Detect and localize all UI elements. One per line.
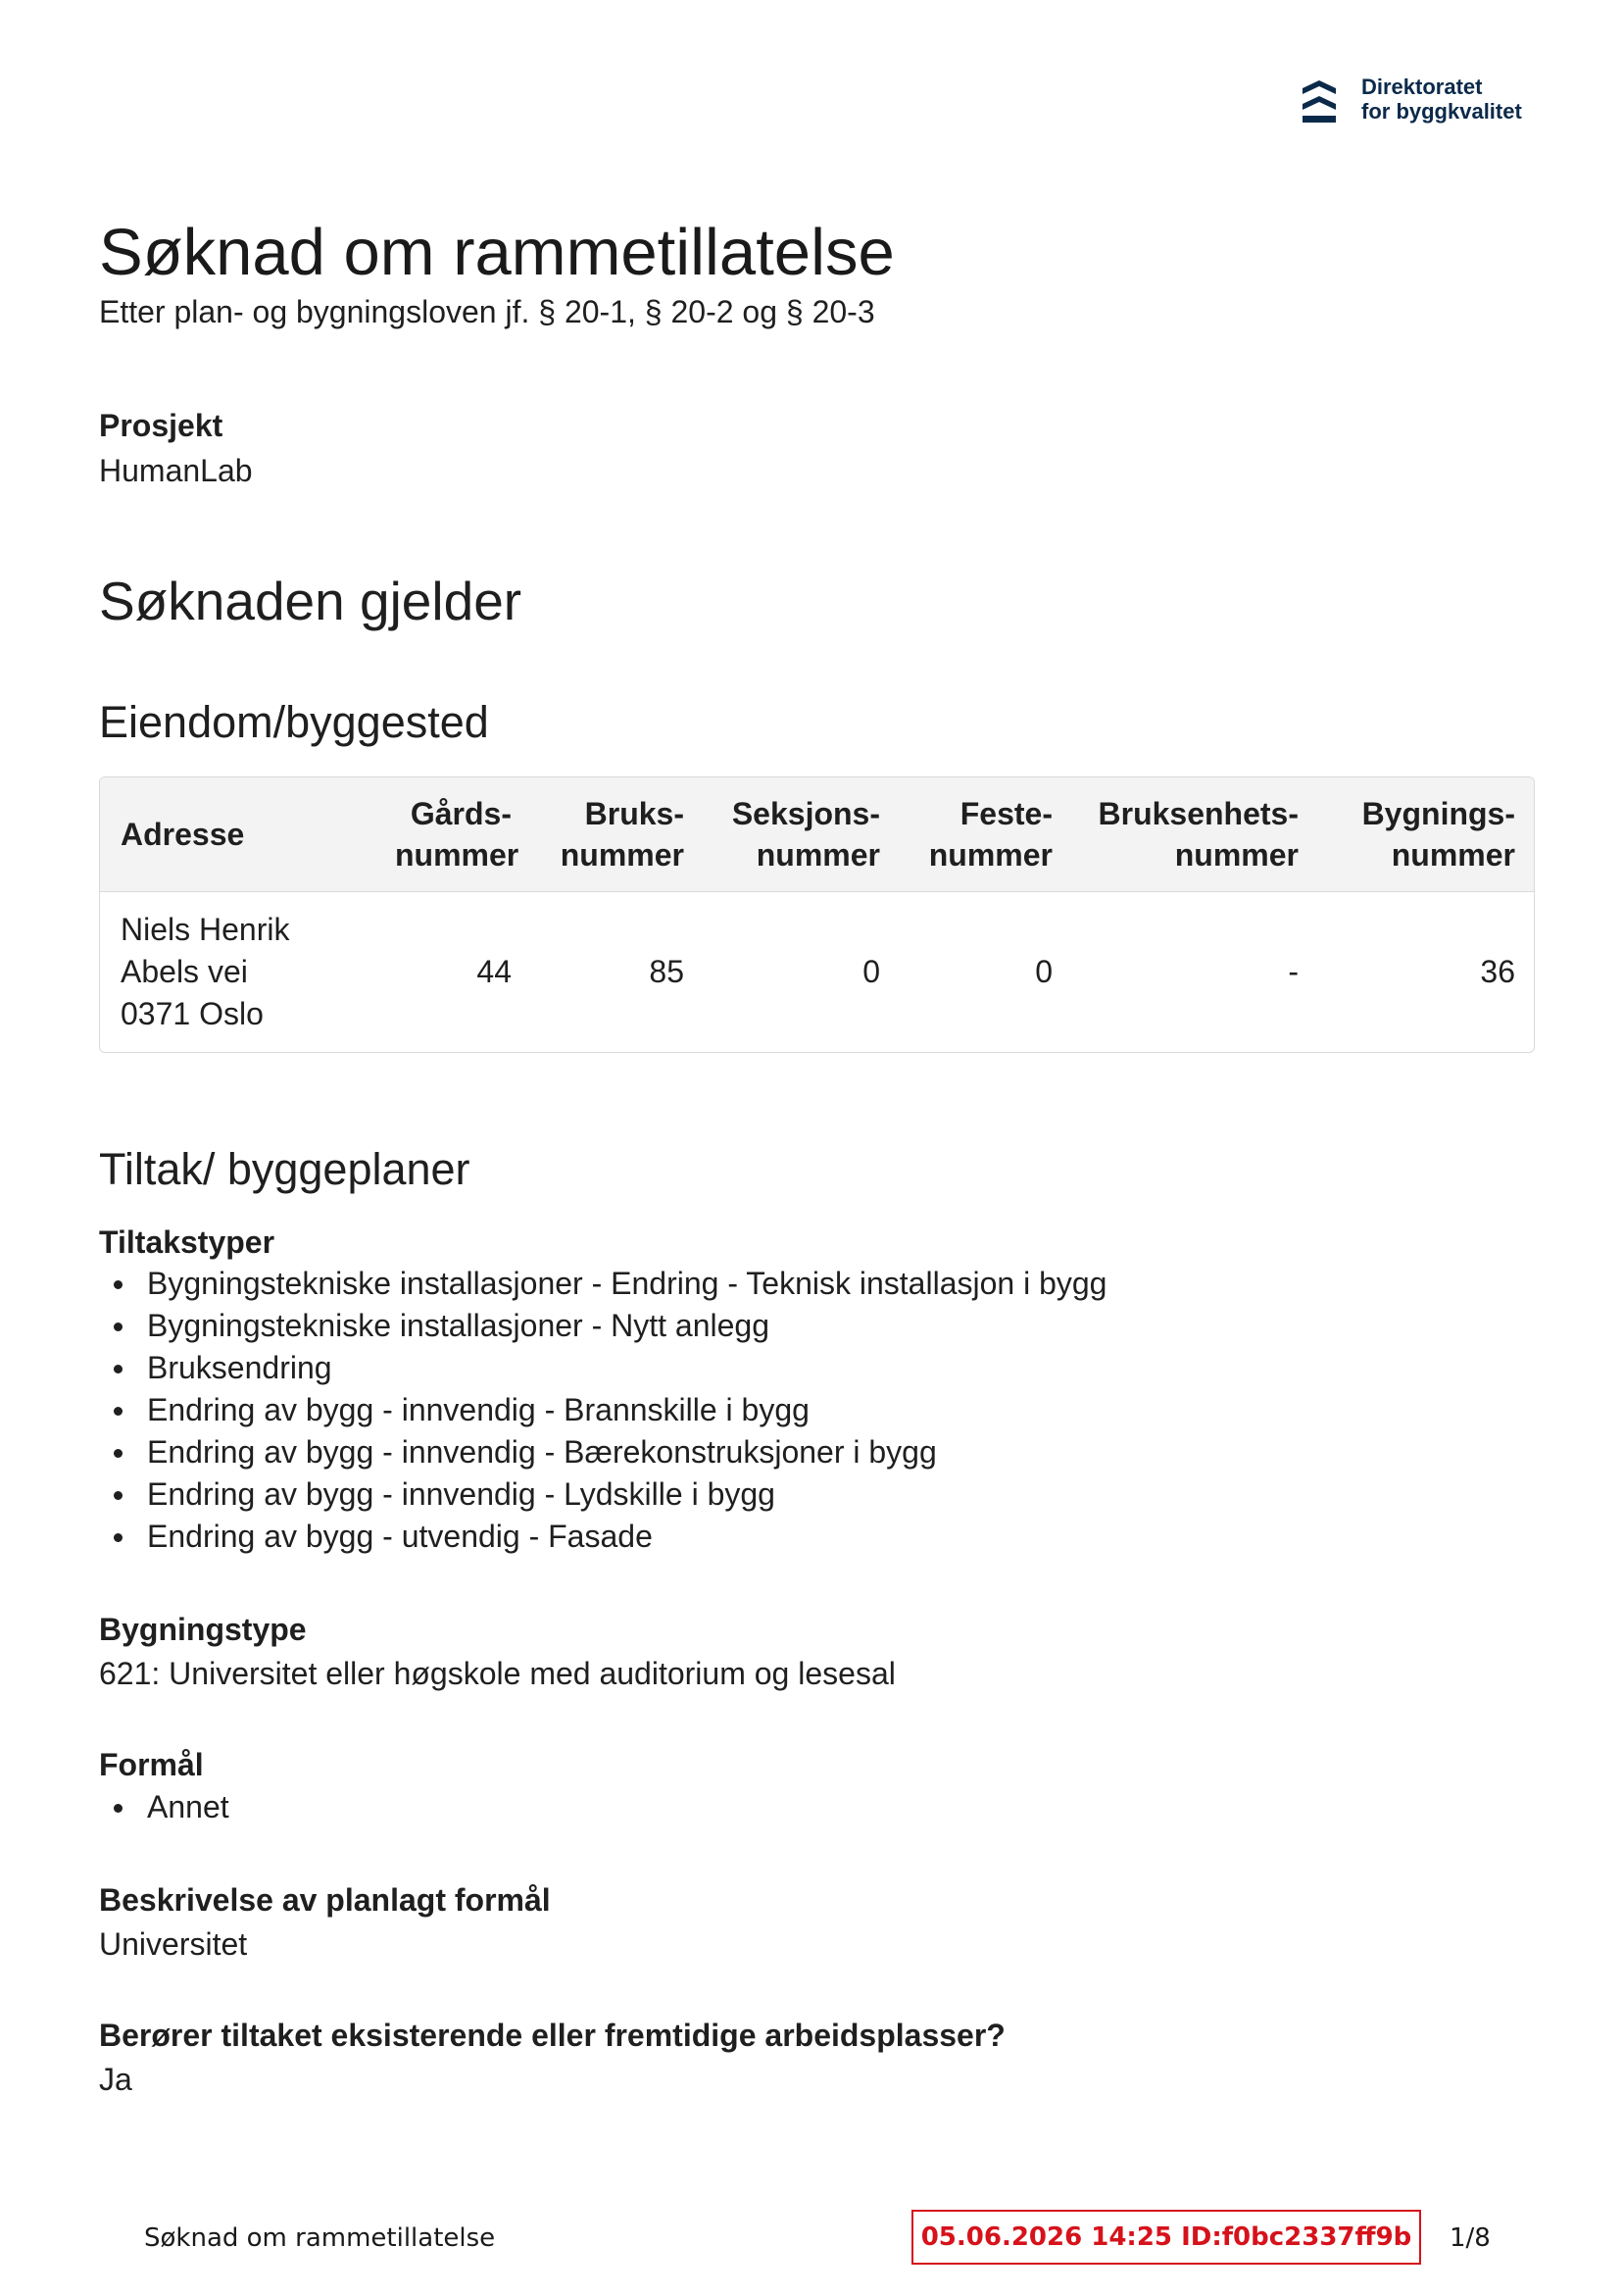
cell-snr: 0 [862, 954, 880, 989]
header-snr-line2: nummer [756, 836, 880, 873]
logo-line-2: for byggkvalitet [1361, 99, 1522, 124]
header-snr [705, 777, 901, 891]
header-bnr [532, 777, 705, 891]
workplaces-block [99, 2014, 1006, 2101]
cell-bnr: 85 [649, 954, 684, 989]
purpose-desc-label: Beskrivelse av planlagt formål [99, 1882, 551, 1918]
cell-bruksenhet: - [1288, 954, 1299, 989]
address-line2: Abels vei [121, 954, 248, 989]
header-bnr-line2: nummer [560, 836, 684, 873]
cell-gnr: 44 [476, 954, 512, 989]
list-item: Bruksendring [99, 1347, 1107, 1389]
header-bruksenhet-line2: nummer [1174, 836, 1299, 873]
header-bruksenhet [1073, 777, 1319, 891]
bygningstype-value: 621: Universitet eller høgskole med auditorium og lesesal [99, 1656, 896, 1691]
purpose-desc-value: Universitet [99, 1926, 248, 1962]
header-bnr-line1: Bruks- [584, 795, 684, 831]
property-table [99, 776, 1535, 1053]
address-line1: Niels Henrik [121, 912, 290, 947]
list-item: Endring av bygg - innvendig - Lydskille i bygg [99, 1473, 1107, 1516]
dibk-logo-icon [1301, 78, 1338, 124]
tiltak-heading: Tiltak/ byggeplaner [99, 1144, 470, 1194]
header-bygning [1319, 777, 1535, 891]
header-address: Adresse [121, 816, 245, 852]
header-fnr-line2: nummer [928, 836, 1053, 873]
footer-title: Søknad om rammetillatelse [144, 2223, 496, 2253]
header-snr-line1: Seksjons- [731, 795, 880, 831]
document-subtitle: Etter plan- og bygningsloven jf. § 20-1, § 20-2 og § 20-3 [99, 294, 875, 329]
list-item: Bygningstekniske installasjoner - Endring - Teknisk installasjon i bygg [99, 1263, 1107, 1305]
header-bruksenhet-line1: Bruksenhets- [1098, 795, 1299, 831]
document-title: Søknad om rammetillatelse [99, 216, 895, 289]
header-bygning-line1: Bygnings- [1361, 795, 1515, 831]
list-item: Endring av bygg - utvendig - Fasade [99, 1516, 1107, 1558]
list-item: Endring av bygg - innvendig - Brannskille i bygg [99, 1389, 1107, 1431]
list-item: Bygningstekniske installasjoner - Nytt anlegg [99, 1305, 1107, 1347]
bygningstype-label: Bygningstype [99, 1612, 307, 1647]
cell-bygning: 36 [1480, 954, 1515, 989]
tiltakstyper-label: Tiltakstyper [99, 1224, 275, 1260]
header-fnr-line1: Feste- [959, 795, 1053, 831]
page-number: 1/8 [1450, 2223, 1491, 2253]
formal-block [99, 1743, 229, 1828]
header-gnr [374, 777, 532, 891]
cell-address [100, 891, 374, 1053]
project-block [99, 404, 253, 492]
section-heading: Søknaden gjelder [99, 571, 522, 631]
header-gnr-line2: nummer [395, 836, 519, 873]
address-line3: 0371 Oslo [121, 996, 264, 1031]
workplaces-value: Ja [99, 2062, 132, 2097]
cell-fnr: 0 [1035, 954, 1053, 989]
formal-list [99, 1786, 229, 1828]
formal-label: Formål [99, 1747, 204, 1782]
header-bygning-line2: nummer [1391, 836, 1515, 873]
header-gnr-line1: Gårds- [410, 795, 512, 831]
workplaces-label: Berører tiltaket eksisterende eller fremtidige arbeidsplasser? [99, 2018, 1006, 2053]
list-item: Annet [99, 1786, 229, 1828]
list-item: Endring av bygg - innvendig - Bærekonstruksjoner i bygg [99, 1431, 1107, 1473]
bygningstype-block [99, 1608, 896, 1695]
logo-line-1: Direktoratet [1361, 75, 1483, 99]
project-value: HumanLab [99, 453, 253, 488]
project-label: Prosjekt [99, 408, 223, 443]
tiltakstyper-list [99, 1263, 1107, 1558]
purpose-desc-block [99, 1878, 551, 1966]
table-header-row [100, 777, 1535, 891]
table-row [100, 891, 1535, 1053]
timestamp-id-stamp: 05.06.2026 14:25 ID:f0bc2337ff9b [911, 2210, 1421, 2265]
dibk-logo [1301, 75, 1522, 124]
logo-text [1361, 75, 1522, 124]
property-heading: Eiendom/byggested [99, 697, 489, 747]
header-fnr [901, 777, 1073, 891]
tiltakstyper-block [99, 1222, 1107, 1558]
